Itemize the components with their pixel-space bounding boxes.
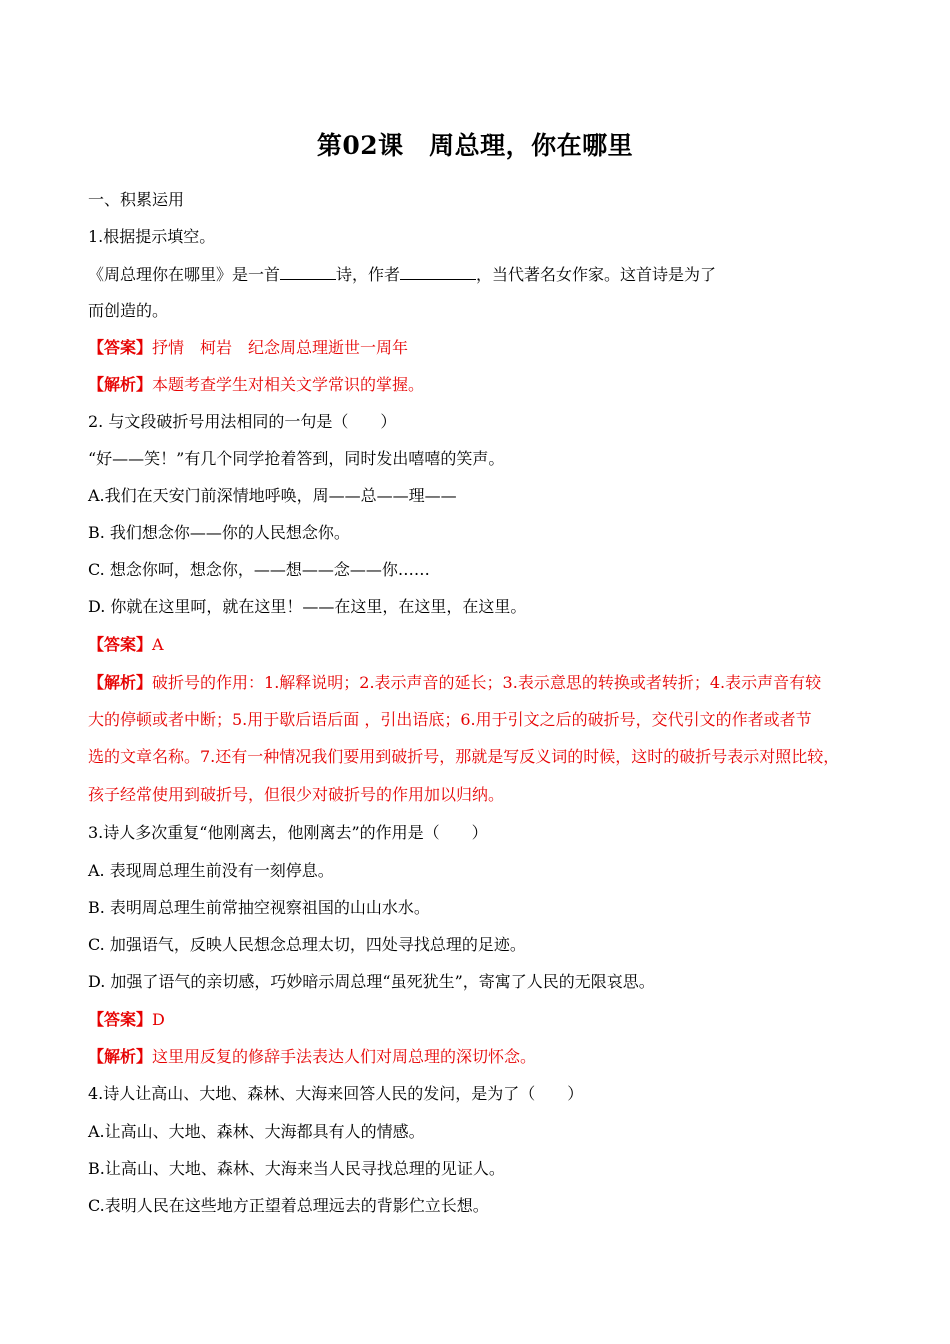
q1-line2: 而创造的。 [88,301,169,320]
analysis-text: 这里用反复的修辞手法表达人们对周总理的深切怀念。 [152,1047,537,1066]
analysis-tag: 【解析】 [88,1047,153,1066]
q1-blank-1[interactable] [280,263,336,280]
answer-tag: 【答案】 [88,338,153,357]
q2-quote: “好——笑！”有几个同学抢着答到，同时发出嘻嘻的笑声。 [88,449,505,468]
q3-option-a: A. 表现周总理生前没有一刻停息。 [88,861,334,880]
answer-text: 抒情 柯岩 纪念周总理逝世一周年 [152,338,409,357]
page-title: 第02课 周总理，你在哪里 [316,131,634,160]
q3-option-d: D. 加强了语气的亲切感，巧妙暗示周总理“虽死犹生”，寄寓了人民的无限哀思。 [88,972,655,991]
q2-answer [88,634,164,656]
q1-line1-a: 《周总理你在哪里》是一首 [88,265,281,284]
q3-stem: 3.诗人多次重复“他刚离去，他刚离去”的作用是（ ） [88,823,488,842]
q1-analysis [88,374,424,396]
q2-stem: 2. 与文段破折号用法相同的一句是（ ） [88,412,397,431]
q3-answer [88,1009,165,1031]
analysis-text: 破折号的作用：1.解释说明；2.表示声音的延长；3.表示意思的转换或者转折；4.表示声音有较 [152,673,822,692]
section-heading: 一、积累运用 [88,190,185,209]
q3-option-c: C. 加强语气，反映人民想念总理太切，四处寻找总理的足迹。 [88,935,526,954]
q1-blank-2[interactable] [400,263,476,280]
q3-option-b: B. 表明周总理生前常抽空视察祖国的山山水水。 [88,898,430,917]
answer-tag: 【答案】 [88,635,153,654]
q2-analysis-line-2: 大的停顿或者中断；5.用于歇后语后面 ，引出语底；6.用于引文之后的破折号，交代引文的作者或者节 [88,710,812,729]
analysis-tag: 【解析】 [88,673,153,692]
q1-stem: 1.根据提示填空。 [88,227,216,246]
q1-line1-b: 诗，作者 [336,265,401,284]
q4-option-c: C.表明人民在这些地方正望着总理远去的背影伫立长想。 [88,1196,489,1215]
analysis-tag: 【解析】 [88,375,153,394]
q3-analysis [88,1046,536,1068]
q2-option-b: B. 我们想念你——你的人民想念你。 [88,523,350,542]
q1-line1 [88,263,716,286]
q4-option-b: B.让高山、大地、森林、大海来当人民寻找总理的见证人。 [88,1159,505,1178]
q2-analysis-line-1 [88,672,821,694]
q2-option-d: D. 你就在这里呵，就在这里！——在这里，在这里，在这里。 [88,597,527,616]
q4-stem: 4.诗人让高山、大地、森林、大海来回答人民的发问，是为了（ ） [88,1084,584,1103]
q1-answer [88,337,408,359]
answer-text: D [152,1010,165,1029]
answer-text: A [152,635,164,654]
q4-option-a: A.让高山、大地、森林、大海都具有人的情感。 [88,1122,425,1141]
answer-tag: 【答案】 [88,1010,153,1029]
q2-option-c: C. 想念你呵，想念你，——想——念——你…… [88,560,430,579]
q2-analysis-line-4: 孩子经常使用到破折号，但很少对破折号的作用加以归纳。 [88,785,505,804]
q2-analysis-line-3: 选的文章名称。7.还有一种情况我们要用到破折号，那就是写反义词的时候，这时的破折号表示对照比较， [88,747,840,766]
q1-line1-c: ，当代著名女作家。这首诗是为了 [476,265,717,284]
analysis-text: 本题考查学生对相关文学常识的掌握。 [152,375,425,394]
q2-option-a: A.我们在天安门前深情地呼唤，周——总——理—— [88,486,457,505]
